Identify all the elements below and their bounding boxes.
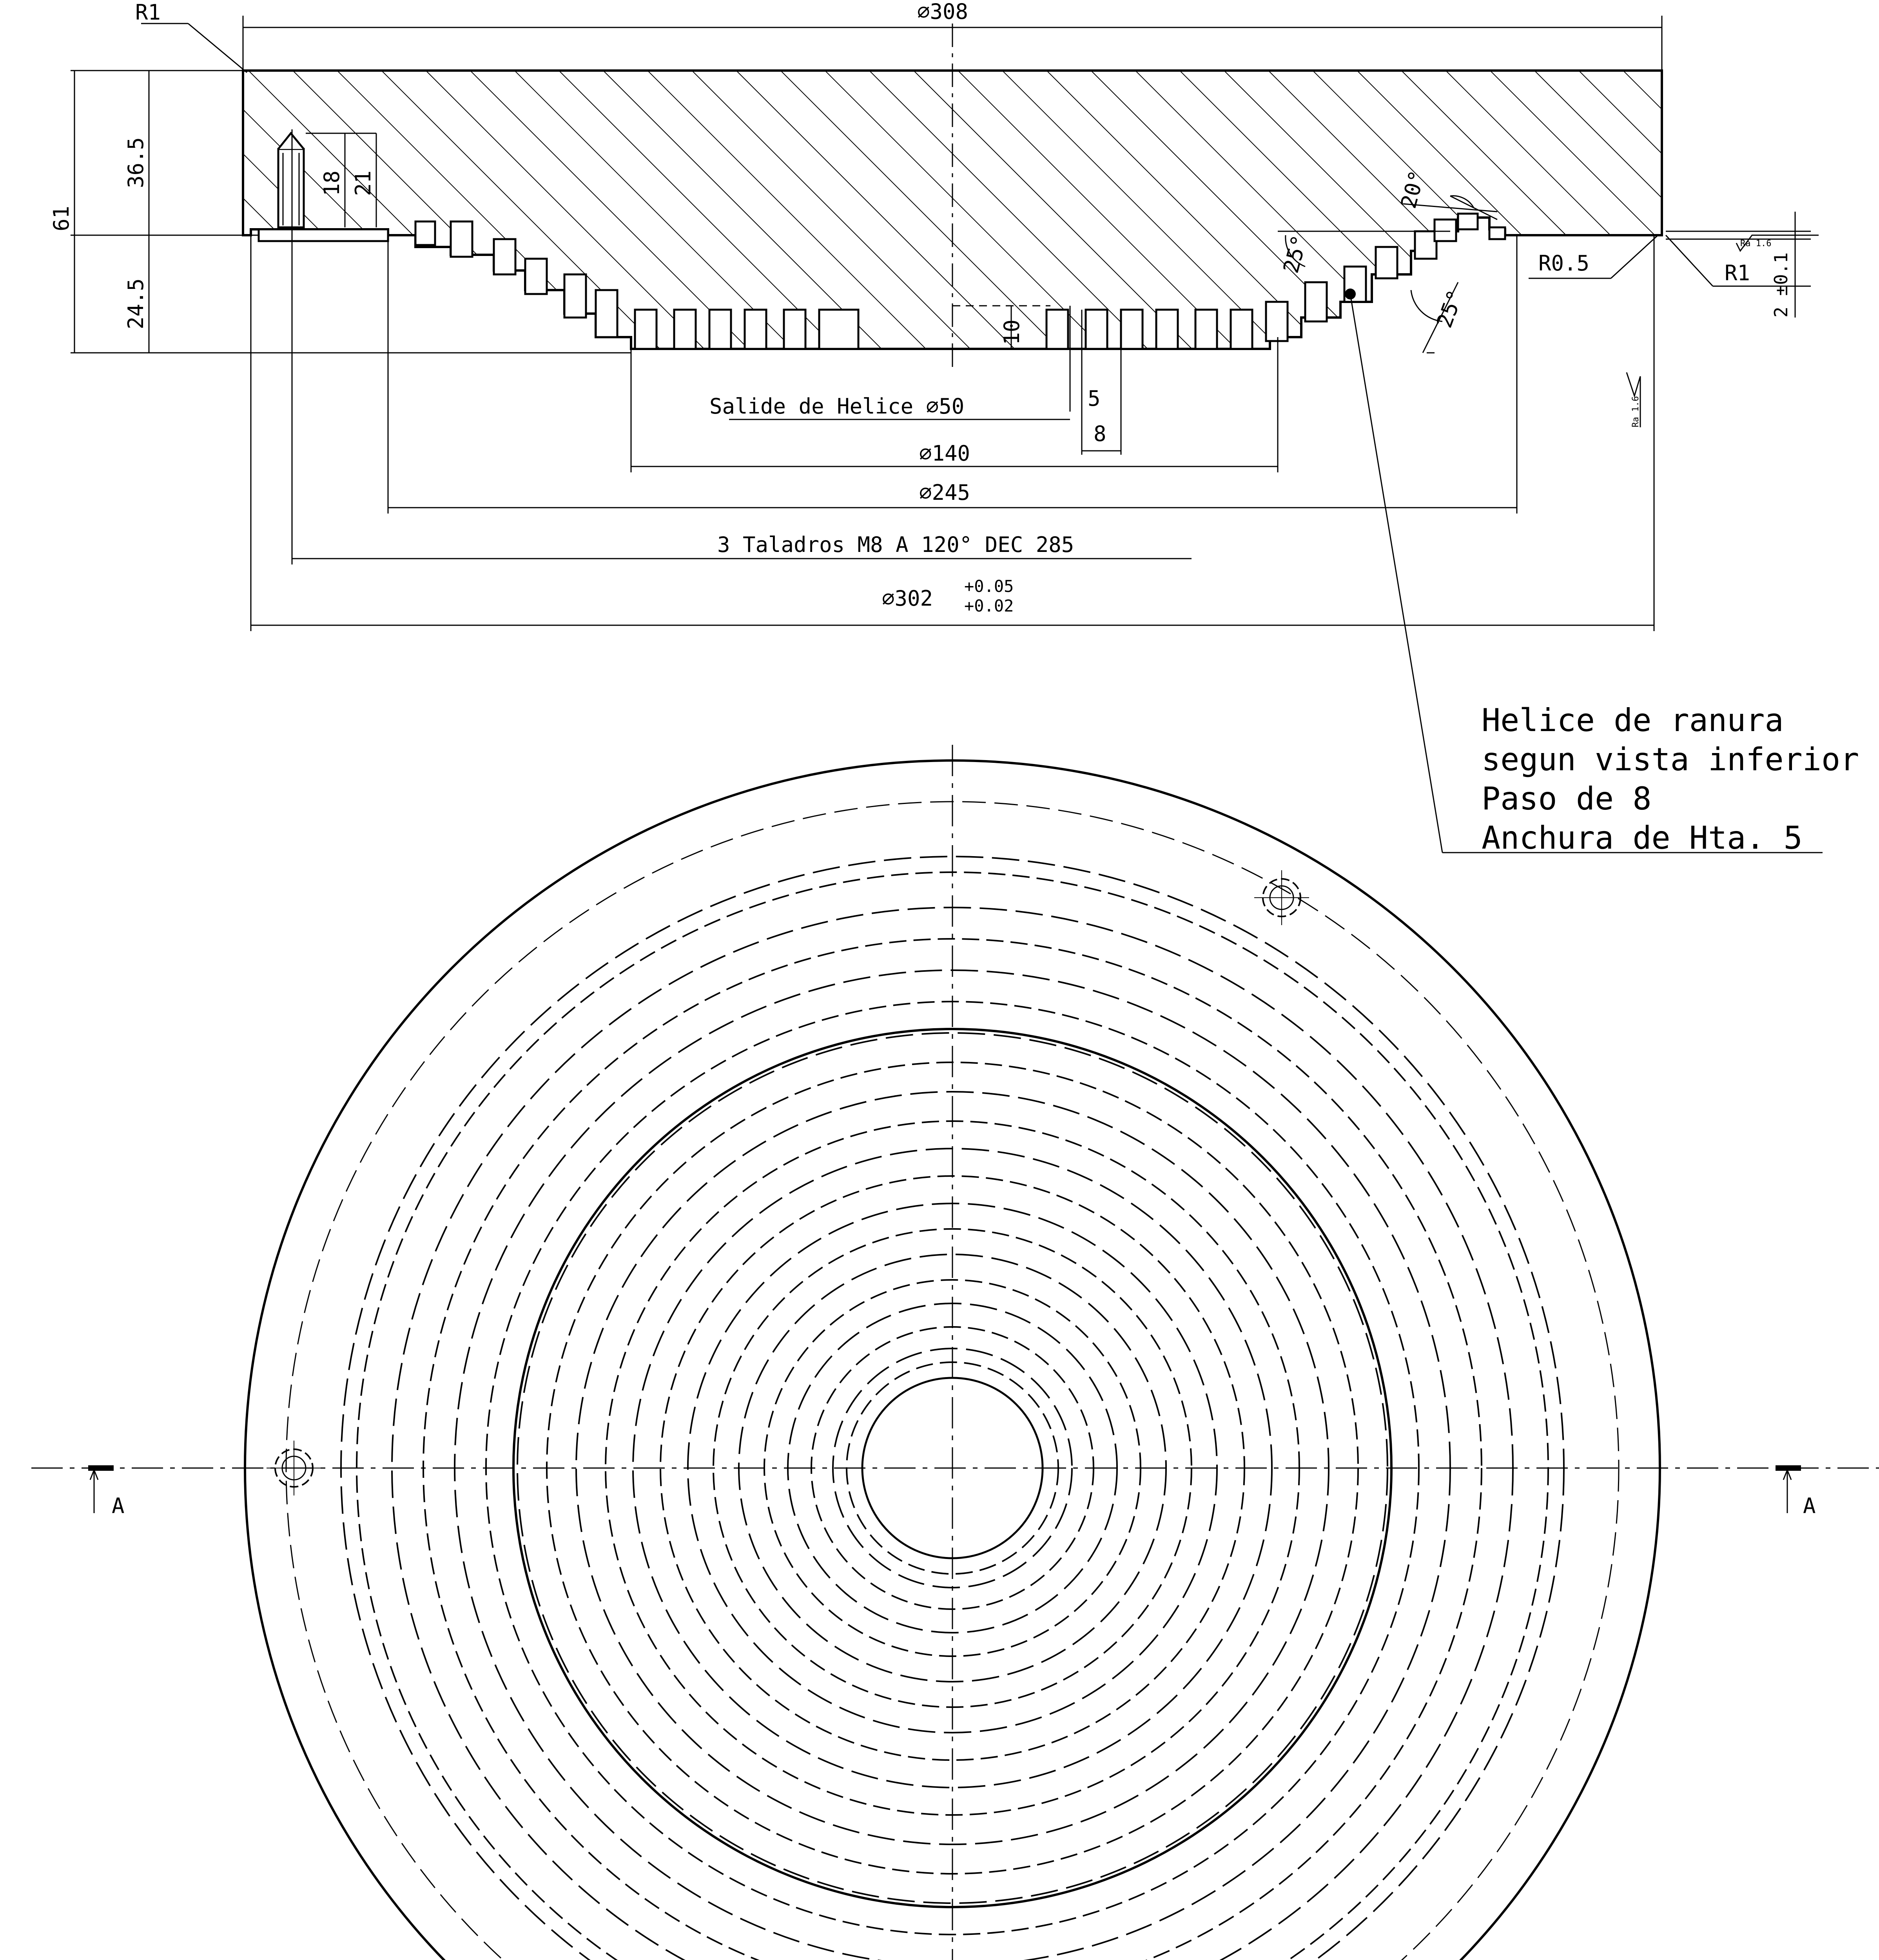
dim-diameter-245: ∅245 (919, 480, 970, 505)
dim-depth-10: 10 (999, 319, 1024, 345)
dim-angle-25-left: 25° (1278, 232, 1312, 276)
groove-tooth (784, 310, 805, 349)
groove-tooth (1305, 282, 1327, 321)
dim-tolerance-lower: +0.02 (964, 596, 1014, 615)
groove-tooth (1195, 310, 1217, 349)
dim-r1-right: R1 (1725, 261, 1750, 285)
dim-width-5: 5 (1088, 386, 1101, 411)
groove-tooth (564, 274, 586, 318)
dim-taladros: 3 Taladros M8 A 120° DEC 285 (717, 532, 1074, 557)
groove-tooth (1458, 214, 1478, 229)
section-hatching (235, 63, 1678, 361)
bolt-hole-left (267, 1441, 321, 1495)
dim-hole-21: 21 (351, 170, 375, 196)
groove-tooth (1489, 227, 1505, 239)
dim-salida-helice: Salide de Helice ∅50 (709, 394, 965, 419)
dim-hole-18: 18 (319, 170, 344, 196)
groove-tooth (819, 310, 858, 349)
groove-tooth (1047, 310, 1068, 349)
surface-finish-side: Ra 1.6 (1631, 396, 1641, 427)
dim-height-24-5: 24.5 (123, 278, 148, 329)
dim-r1-top: R1 (135, 0, 161, 25)
dim-pitch-8: 8 (1094, 421, 1106, 446)
groove-tooth (674, 310, 696, 349)
dim-r0-5: R0.5 (1538, 251, 1590, 276)
groove-tooth (1086, 310, 1107, 349)
dim-diameter-308: ∅308 (917, 0, 969, 24)
groove-tooth (1266, 302, 1288, 341)
dim-diameter-140: ∅140 (919, 441, 970, 466)
dim-angle-25-right: 25° (1432, 287, 1468, 331)
groove-tooth (1415, 231, 1436, 259)
groove-tooth (745, 310, 766, 349)
dim-tolerance-upper: +0.05 (964, 577, 1014, 596)
groove-tooth (494, 239, 515, 274)
dim-angle-20: 20° (1396, 167, 1430, 211)
groove-tooth (1435, 220, 1456, 241)
groove-tooth (596, 290, 617, 337)
plan-view (31, 745, 1879, 1960)
dim-tolerance-2: 2 ±0.1 (1770, 252, 1792, 318)
note-line-2: segun vista inferior (1482, 741, 1859, 778)
groove-tooth (451, 221, 472, 257)
groove-tooth (1231, 310, 1252, 349)
groove-tooth (709, 310, 731, 349)
surface-finish-top: Ra 1.6 (1740, 239, 1772, 249)
groove-note (1482, 702, 1859, 856)
note-line-4: Anchura de Hta. 5 (1482, 820, 1803, 856)
section-marker-left (88, 1468, 125, 1518)
note-line-1: Helice de ranura (1482, 702, 1784, 739)
groove-tooth (635, 310, 657, 349)
groove-tooth (1376, 247, 1397, 278)
section-label-left: A (112, 1494, 125, 1518)
dim-diameter-302: ∅302 (882, 586, 933, 611)
groove-tooth (1156, 310, 1178, 349)
dim-height-36-5: 36.5 (123, 137, 148, 188)
section-marker-right (1776, 1468, 1816, 1518)
groove-tooth (525, 259, 547, 294)
dim-height-61: 61 (49, 205, 74, 231)
groove-tooth (415, 221, 435, 245)
groove-tooth (1121, 310, 1143, 349)
note-line-3: Paso de 8 (1482, 780, 1652, 817)
section-label-right: A (1803, 1494, 1816, 1518)
